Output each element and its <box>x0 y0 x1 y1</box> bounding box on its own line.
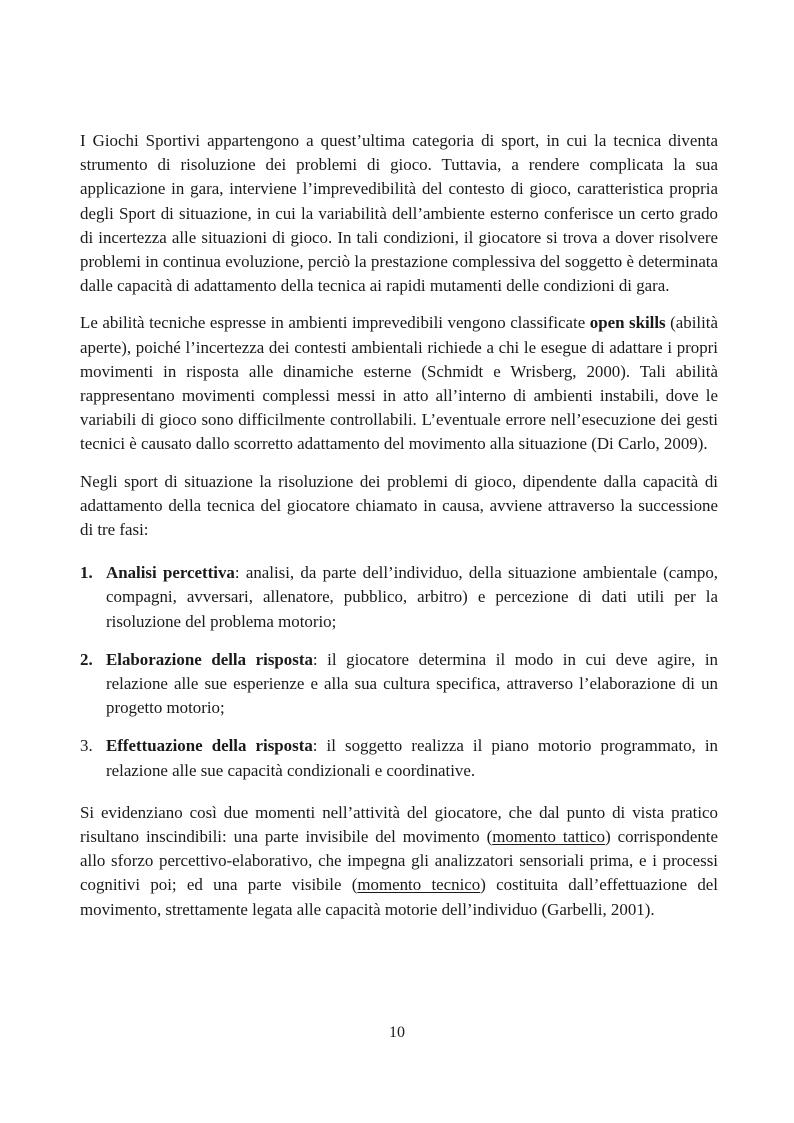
list-item <box>80 648 718 721</box>
list-item-number: 1. <box>80 563 93 583</box>
phases-list <box>80 561 718 783</box>
document-page <box>80 129 718 922</box>
list-item-number: 2. <box>80 649 93 669</box>
list-item-text: : il soggetto realizza il piano motorio programmato, in relazione alle sue capacità condizionali e coordinative. <box>106 736 718 780</box>
paragraph-open-skills <box>80 311 718 456</box>
list-item-text: : il giocatore determina il modo in cui deve agire, in relazione alle sue esperienze e alla sua cultura specifica, attraverso l’elaborazione di un progetto motorio; <box>106 649 718 718</box>
list-item <box>80 734 718 782</box>
momento-tecnico-term: momento tecnico <box>357 875 481 895</box>
paragraph-open-skills-text-2: (abilità aperte), poiché l’incertezza dei contesti ambientali richiede a chi le esegue di adattare i propri movimenti in risposta alle dinamiche esterne (Schmidt e Wrisberg, 2000). Tali abilità rappresentano movimenti complessi messi in atto all’interno di ambienti instabili, dove le variabili di gioco sono difficilmente controllabili. L’eventuale errore nell’esecuzione dei gesti tecnici è causato dallo scorretto adattamento del movimento alla situazione (Di Carlo, 2009). <box>80 313 718 454</box>
list-item-title: Effettuazione della risposta <box>106 736 313 756</box>
list-item-title: Elaborazione della risposta <box>106 649 313 669</box>
paragraph-momenti-text-2: ) corrispondente allo sforzo percettivo-elaborativo, che impegna gli analizzatori sensoriali prima, e i processi cognitivi poi; ed una parte visibile ( <box>80 827 718 895</box>
list-item-text: : analisi, da parte dell’individuo, della situazione ambientale (campo, compagni, avversari, allenatore, pubblico, arbitro) e percezione di dati utili per la risoluzione del problema motorio; <box>106 563 718 631</box>
paragraph-open-skills-text-1: Le abilità tecniche espresse in ambienti imprevedibili vengono classificate <box>80 313 590 333</box>
page-number: 10 <box>389 1024 405 1041</box>
momento-tattico-term: momento tattico <box>492 827 606 847</box>
list-item <box>80 561 718 634</box>
list-item-number: 3. <box>80 736 93 756</box>
paragraph-momenti-text-1: Si evidenziano così due momenti nell’attività del giocatore, che dal punto di vista pratico risultano inscindibili: una parte invisibile del movimento ( <box>80 802 718 847</box>
paragraph-momenti-text-3: ) costituita dall’effettuazione del movimento, strettamente legata alle capacità motorie dell’individuo (Garbelli, 2001). <box>80 875 718 919</box>
open-skills-term: open skills <box>589 313 666 333</box>
paragraph-giochi-sportivi: I Giochi Sportivi appartengono a quest’ultima categoria di sport, in cui la tecnica diventa strumento di risoluzione dei problemi di gioco. Tuttavia, a rendere complicata la sua applicazione in gara, interviene l’imprevedibilità del contesto di gioco, caratteristica propria degli Sport di situazione, in cui la variabilità dell’ambiente esterno conferisce un certo grado di incertezza alle situazioni di gioco. In tali condizioni, il giocatore si trova a dover risolvere problemi in continua evoluzione, perciò la prestazione complessiva del soggetto è determinata dalle capacità di adattamento della tecnica ai rapidi mutamenti delle condizioni di gara. <box>80 131 718 296</box>
paragraph-momenti <box>80 801 718 922</box>
paragraph-tre-fasi-intro: Negli sport di situazione la risoluzione dei problemi di gioco, dipendente dalla capacità di adattamento della tecnica del giocatore chiamato in causa, avviene attraverso la successione di tre fasi: <box>80 471 718 540</box>
list-item-title: Analisi percettiva <box>106 563 235 583</box>
